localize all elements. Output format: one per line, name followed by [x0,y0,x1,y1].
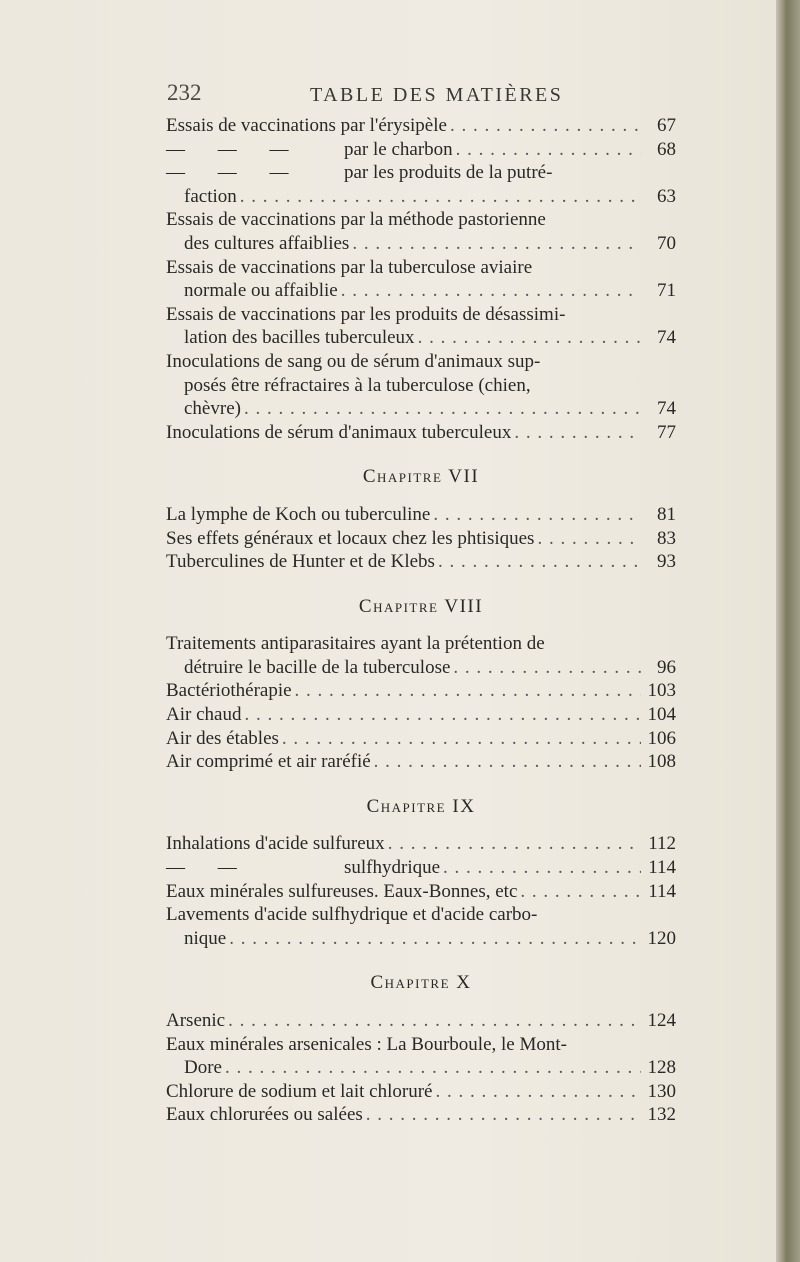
toc-line-final [166,703,676,727]
leader-dots [537,527,641,551]
leader-dots [453,656,641,680]
chapter-heading: Chapitre X [370,972,472,994]
leader-dots [438,550,641,574]
toc-text: chèvre) [184,398,241,420]
toc-line [166,903,676,927]
ditto-dashes: — — — [166,162,303,184]
toc-page-number: 112 [648,833,676,855]
toc-text: Dore [184,1057,222,1079]
toc-text: Eaux minérales sulfureuses. Eaux-Bonnes, etc [166,880,518,902]
toc-line [166,208,676,232]
leader-dots [374,750,641,774]
toc-text: Ses effets généraux et locaux chez les phtisiques [166,527,535,549]
leader-dots [228,1009,641,1033]
toc-text: Essais de vaccinations par la méthode pastorienne [166,209,546,231]
table-of-contents [166,114,676,1127]
toc-entry [166,1009,676,1033]
leader-dots [443,856,641,880]
toc-text: Eaux minérales arsenicales : La Bourboule, le Mont- [166,1033,567,1055]
toc-entry [166,880,676,904]
chapter-heading: Chapitre VIII [358,595,484,617]
toc-text: faction [184,185,237,207]
toc-text: posés être réfractaires à la tuberculose (chien, [184,374,531,396]
leader-dots [282,727,641,751]
toc-line [166,1033,676,1057]
toc-entry [166,503,676,527]
toc-page-number: 68 [657,138,676,160]
toc-entry [166,832,676,856]
toc-text: Chlorure de sodium et lait chloruré [166,1080,433,1102]
leader-dots [352,232,641,256]
toc-line-final [166,1056,676,1080]
ditto-dashes: — — — [166,138,303,160]
chapter-heading: Chapitre IX [366,795,476,817]
toc-text: Inhalations d'acide sulfureux [166,833,385,855]
toc-line-final [166,927,676,951]
toc-line-final [166,856,676,880]
toc-entry [166,727,676,751]
toc-page-number: 74 [657,398,676,420]
toc-entry [166,703,676,727]
toc-text: Air chaud [166,704,242,726]
toc-text: par les produits de la putré- [344,162,553,184]
toc-text: Arsenic [166,1010,226,1031]
leader-dots [450,114,641,138]
toc-text: Tuberculines de Hunter et de Klebs [166,551,435,573]
toc-line-final [166,750,676,774]
leader-dots [341,279,641,303]
toc-page-number: 103 [647,680,676,702]
toc-line-final [166,279,676,303]
toc-line [166,632,676,656]
toc-entry [166,750,676,774]
running-title: TABLE DES MATIÈRES [310,84,564,106]
toc-line [166,303,676,327]
toc-text: Inoculations de sérum d'animaux tuberculeux [166,421,512,443]
toc-entry [166,208,676,255]
toc-line-final [166,527,676,551]
toc-text: Lavements d'acide sulfhydrique et d'acide carbo- [166,904,538,926]
leader-dots [520,880,641,904]
toc-line-final [166,232,676,256]
leader-dots [366,1103,641,1127]
toc-page-number: 124 [647,1010,676,1031]
toc-page-number: 108 [647,751,676,773]
leader-dots [244,703,641,727]
toc-line-final [166,421,676,445]
toc-text: nique [184,927,227,949]
chapter-heading: Chapitre VII [362,466,480,488]
toc-entry [166,856,676,880]
toc-text: Bactériothérapie [166,680,292,702]
leader-dots [240,185,641,209]
toc-text: normale ou affaiblie [184,280,338,302]
toc-entry [166,138,676,162]
toc-entry [166,527,676,551]
toc-page-number: 83 [657,527,676,549]
toc-line [166,161,676,185]
toc-line-final [166,397,676,421]
toc-entry [166,421,676,445]
toc-page-number: 71 [657,280,676,302]
toc-text: Traitements antiparasitaires ayant la prétention de [166,633,545,655]
toc-page-number: 67 [657,115,676,136]
toc-entry [166,679,676,703]
toc-page-number: 114 [648,857,676,879]
toc-line-final [166,114,676,138]
toc-line-final [166,550,676,574]
leader-dots [456,138,641,162]
toc-line-final [166,185,676,209]
toc-line-final [166,326,676,350]
toc-entry [166,303,676,350]
leader-dots [229,927,641,951]
toc-text: détruire le bacille de la tuberculose [184,656,451,678]
toc-line [166,350,676,374]
toc-text: Air comprimé et air raréfié [166,751,371,773]
toc-entry [166,1033,676,1080]
page-number: 232 [167,80,202,105]
toc-entry [166,903,676,950]
toc-line-final [166,727,676,751]
leader-dots [418,326,641,350]
toc-page-number: 74 [657,327,676,349]
toc-entry [166,161,676,208]
toc-page-number: 106 [647,727,676,749]
leader-dots [244,397,641,421]
toc-text: par le charbon [344,138,453,160]
toc-page-number: 93 [657,551,676,573]
toc-line-final [166,880,676,904]
toc-page-number: 77 [657,421,676,443]
toc-page-number: 70 [657,232,676,254]
toc-entry [166,350,676,421]
toc-line-final [166,1080,676,1104]
toc-page-number: 63 [657,185,676,207]
toc-line-final [166,679,676,703]
leader-dots [225,1056,641,1080]
toc-text: Essais de vaccinations par les produits de désassimi- [166,303,566,325]
toc-page-number: 96 [657,656,676,678]
toc-line-final [166,138,676,162]
toc-line-final [166,832,676,856]
toc-page-number: 81 [657,503,676,525]
toc-entry [166,114,676,138]
toc-line [166,374,676,398]
leader-dots [435,1080,641,1104]
toc-line-final [166,503,676,527]
toc-page-number: 104 [647,704,676,726]
toc-text: Essais de vaccinations par la tuberculose aviaire [166,256,533,278]
toc-line-final [166,1103,676,1127]
toc-entry [166,550,676,574]
toc-page-number: 120 [647,927,676,949]
toc-page-number: 130 [647,1080,676,1102]
toc-text: Eaux chlorurées ou salées [166,1104,363,1126]
toc-entry [166,1080,676,1104]
toc-text: Inoculations de sang ou de sérum d'animaux sup- [166,350,541,372]
leader-dots [433,503,641,527]
leader-dots [295,679,641,703]
toc-line [166,256,676,280]
ditto-dashes: — — [166,857,251,879]
toc-page-number: 114 [648,880,676,902]
leader-dots [514,421,641,445]
toc-entry [166,632,676,679]
page-edge [776,0,800,1262]
toc-text: La lymphe de Koch ou tuberculine [166,503,431,525]
toc-text: sulfhydrique [344,857,441,879]
toc-text: lation des bacilles tuberculeux [184,327,415,349]
toc-page-number: 132 [647,1104,676,1126]
toc-entry [166,256,676,303]
toc-line-final [166,656,676,680]
toc-line-final [166,1009,676,1033]
toc-text: Essais de vaccinations par l'érysipèle [166,115,447,136]
toc-page-number: 128 [647,1057,676,1079]
toc-entry [166,1103,676,1127]
toc-text: Air des étables [166,727,279,749]
leader-dots [388,832,641,856]
toc-text: des cultures affaiblies [184,232,350,254]
